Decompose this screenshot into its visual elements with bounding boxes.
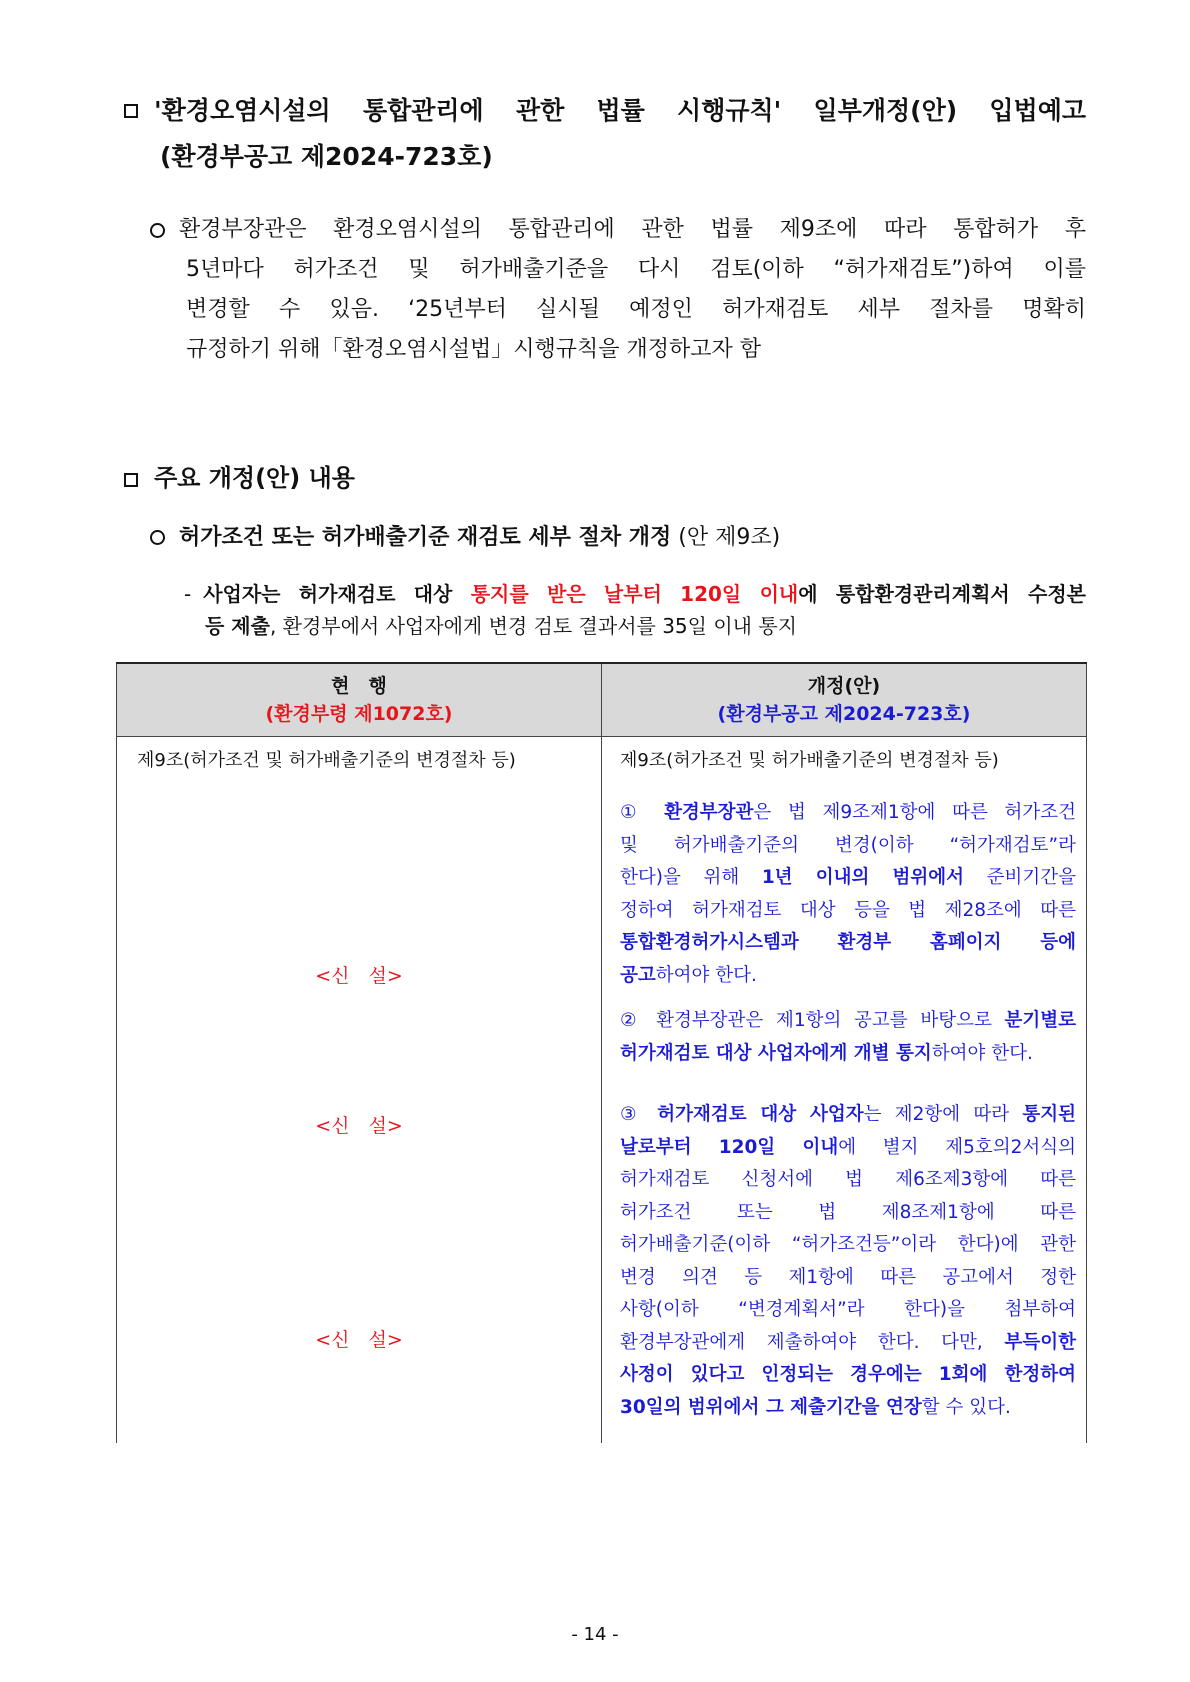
paragraph-line bbox=[620, 830, 1076, 863]
section1-heading bbox=[124, 88, 1086, 180]
current-header-sub: (환경부령 제1072호) bbox=[265, 703, 453, 725]
bold-segment: 부득이한 bbox=[1004, 1331, 1076, 1353]
revised-paragraph-1 bbox=[620, 797, 1076, 992]
paragraph-line bbox=[620, 1327, 1076, 1360]
text-segment: 허가재검토 신청서에 법 제6조제3항에 따른 bbox=[620, 1169, 1076, 1190]
paragraph-line bbox=[620, 862, 1076, 895]
dash-line1-part: 사업자는 허가재검토 대상 bbox=[203, 582, 471, 606]
paragraph-line bbox=[620, 1038, 1076, 1071]
new-marker: <신 설> bbox=[315, 1115, 403, 1137]
text-segment: 에 별지 제5호의2서식의 bbox=[838, 1136, 1076, 1158]
paragraph-line bbox=[620, 927, 1076, 960]
text-segment: 준비기간을 bbox=[964, 867, 1076, 888]
square-bullet-icon bbox=[124, 473, 138, 487]
bold-segment: 허가재검토 대상 사업자 bbox=[657, 1104, 864, 1125]
text-segment: 변경 의견 등 제1항에 따른 공고에서 정한 bbox=[620, 1266, 1076, 1288]
paragraph-line bbox=[620, 1132, 1076, 1165]
text-segment: 사항(이하 “변경계획서”라 한다)을 첨부하여 bbox=[620, 1299, 1076, 1320]
bold-segment: 공고 bbox=[620, 964, 656, 986]
paragraph-line bbox=[620, 1294, 1076, 1327]
text-segment: 할 수 있다. bbox=[921, 1396, 1011, 1418]
square-bullet-icon bbox=[124, 104, 138, 118]
dash-line2 bbox=[205, 610, 1086, 642]
bold-segment: 1년 이내의 범위에서 bbox=[761, 867, 965, 888]
paragraph-line bbox=[620, 1229, 1076, 1262]
table-row bbox=[117, 737, 1087, 1444]
dash-line1-highlight: 통지를 받은 날부터 120일 이내 bbox=[470, 582, 799, 606]
section1-title-line2: (환경부공고 제2024-723호) bbox=[160, 142, 493, 171]
bold-segment: 허가재검토 대상 사업자에게 개별 통지 bbox=[620, 1042, 932, 1064]
paragraph-line bbox=[620, 1262, 1076, 1295]
section1-body-line: 5년마다 허가조건 및 허가배출기준을 다시 검토(이하 “허가재검토”)하여 이를 bbox=[186, 257, 1086, 282]
revised-header bbox=[602, 663, 1087, 737]
comparison-table bbox=[116, 662, 1087, 1443]
section1-body-line: 환경부장관은 환경오염시설의 통합관리에 관한 법률 제9조에 따라 통합허가 후 bbox=[179, 217, 1086, 242]
new-marker: <신 설> bbox=[315, 1329, 403, 1351]
text-segment: 허가조건 또는 법 제8조제1항에 따른 bbox=[620, 1201, 1076, 1223]
text-segment: 하여야 한다. bbox=[655, 964, 757, 986]
bold-segment: 사정이 있다고 인정되는 경우에는 1회에 한정하여 bbox=[620, 1364, 1076, 1385]
bold-segment: 통지된 bbox=[1022, 1104, 1077, 1125]
subheading-article: (안 제9조) bbox=[678, 525, 781, 550]
text-segment: 환경부장관에게 제출하여야 한다. 다만, bbox=[620, 1331, 1005, 1353]
text-segment: 허가배출기준(이하 “허가조건등”이라 한다)에 관한 bbox=[620, 1234, 1076, 1255]
revised-paragraph-3 bbox=[620, 1099, 1076, 1424]
dash-line1-part: 에 통합환경관리계획서 수정본 bbox=[798, 582, 1086, 606]
dash-line2-part: , 환경부에서 사업자에게 변경 검토 결과서를 35일 이내 통지 bbox=[269, 614, 797, 638]
current-header bbox=[117, 663, 602, 737]
bold-segment: 환경부장관 bbox=[664, 802, 754, 823]
section2-heading bbox=[124, 458, 355, 498]
revised-article-title: 제9조(허가조건 및 허가배출기준의 변경절차 등) bbox=[620, 750, 999, 771]
text-segment: ① bbox=[620, 802, 665, 823]
paragraph-line bbox=[620, 797, 1076, 830]
section2-title: 주요 개정(안) 내용 bbox=[154, 464, 355, 492]
bold-segment: 분기별로 bbox=[1004, 1010, 1076, 1031]
table-header-row bbox=[117, 663, 1087, 737]
dash-line2-bold: 등 제출 bbox=[205, 614, 270, 638]
dash-line1 bbox=[203, 578, 1086, 610]
circle-bullet-icon bbox=[150, 530, 165, 545]
paragraph-line bbox=[620, 1359, 1076, 1392]
circle-bullet-icon bbox=[150, 223, 165, 238]
revised-cell bbox=[602, 737, 1087, 1444]
paragraph-line bbox=[620, 1392, 1076, 1425]
dash-mark: - bbox=[184, 582, 192, 606]
section1-body-line: 규정하기 위해「환경오염시설법」시행규칙을 개정하고자 함 bbox=[186, 337, 762, 362]
paragraph-line bbox=[620, 895, 1076, 928]
current-cell bbox=[117, 737, 602, 1444]
paragraph-line bbox=[620, 1164, 1076, 1197]
current-article-title: 제9조(허가조건 및 허가배출기준의 변경절차 등) bbox=[137, 750, 516, 771]
text-segment: ② 환경부장관은 제1항의 공고를 바탕으로 bbox=[620, 1010, 1005, 1031]
subheading-bold: 허가조건 또는 허가배출기준 재검토 세부 절차 개정 bbox=[179, 525, 672, 550]
text-segment: 및 허가배출기준의 변경(이하 “허가재검토”라 bbox=[620, 834, 1076, 856]
section1-title-line1: '환경오염시설의 통합관리에 관한 법률 시행규칙' 일부개정(안) 입법예고 bbox=[154, 96, 1086, 125]
current-header-title: 현 행 bbox=[331, 675, 387, 697]
text-segment: 은 법 제9조제1항에 따른 허가조건 bbox=[753, 802, 1076, 823]
bold-segment: 날로부터 120일 이내 bbox=[620, 1136, 839, 1158]
text-segment: ③ bbox=[620, 1104, 658, 1125]
text-segment: 정하여 허가재검토 대상 등을 법 제28조에 따른 bbox=[620, 899, 1076, 921]
paragraph-line bbox=[620, 960, 1076, 993]
dash-bullet bbox=[184, 578, 1086, 642]
text-segment: 한다)을 위해 bbox=[620, 867, 762, 888]
revised-header-title: 개정(안) bbox=[807, 675, 881, 697]
revised-paragraph-2 bbox=[620, 1005, 1076, 1070]
revised-header-sub: (환경부공고 제2024-723호) bbox=[717, 703, 971, 725]
page-number: - 14 - bbox=[571, 1624, 619, 1645]
bold-segment: 통합환경허가시스템과 환경부 홈페이지 등에 bbox=[620, 932, 1076, 953]
bold-segment: 30일의 범위에서 그 제출기간을 연장 bbox=[620, 1396, 922, 1418]
paragraph-line bbox=[620, 1005, 1076, 1038]
text-segment: 는 제2항에 따라 bbox=[863, 1104, 1023, 1125]
paragraph-line bbox=[620, 1197, 1076, 1230]
section2-subheading bbox=[150, 520, 780, 556]
section1-body bbox=[150, 210, 1086, 370]
section1-body-line: 변경할 수 있음. ‘25년부터 실시될 예정인 허가재검토 세부 절차를 명확히 bbox=[186, 297, 1086, 322]
text-segment: 하여야 한다. bbox=[931, 1042, 1033, 1064]
paragraph-line bbox=[620, 1099, 1076, 1132]
new-marker: <신 설> bbox=[315, 965, 403, 987]
